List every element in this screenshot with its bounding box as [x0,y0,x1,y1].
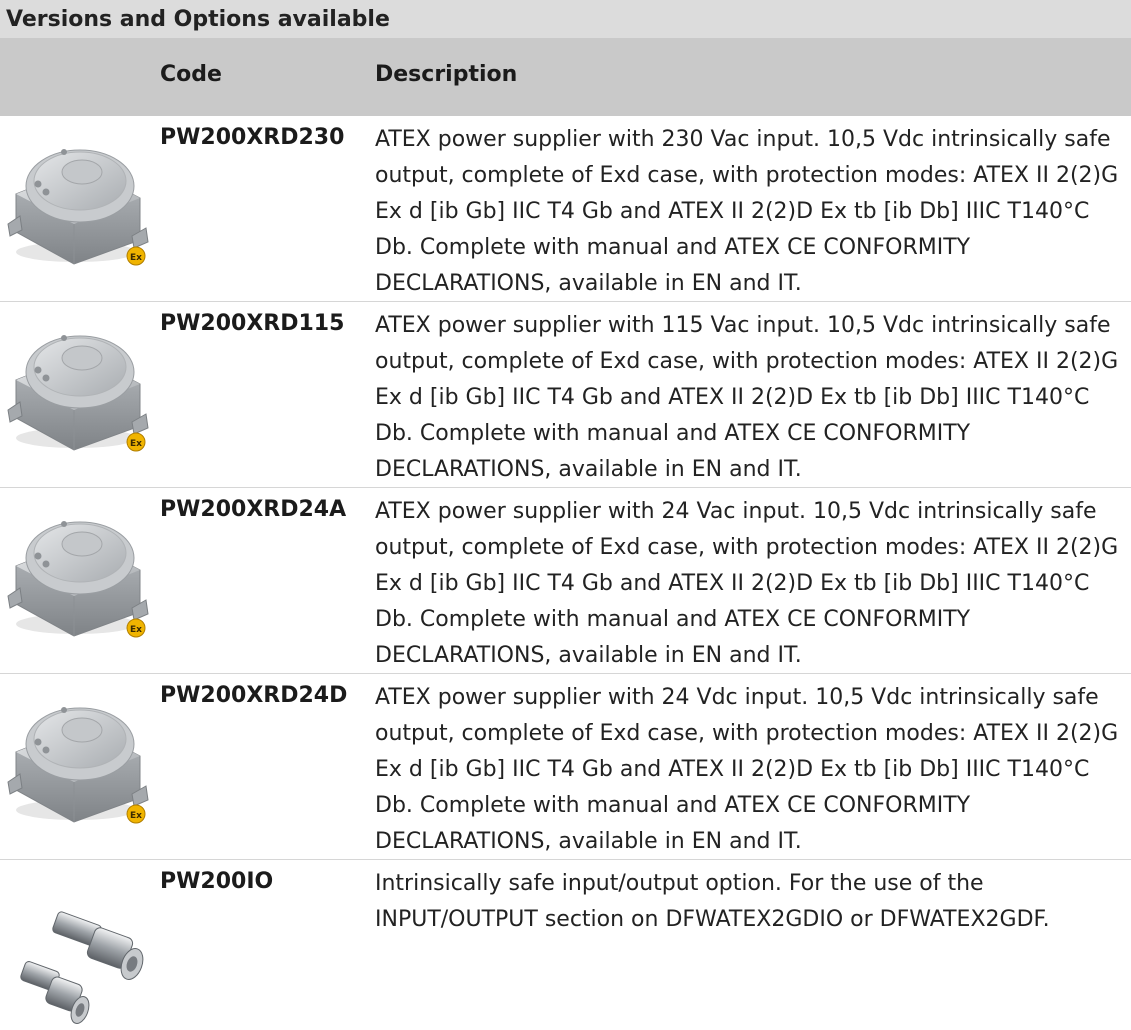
product-description: ATEX power supplier with 115 Vac input. 10,5 Vdc intrinsically safe output, complete of Exd case, with protection modes: ATEX II 2(2)G Ex d [ib Gb] IIC T4 Gb and ATEX II 2(2)D Ex tb [ib Db] IIIC T140°C Db. Complete with manual and ATEX CE CONFORMITY DECLARATIONS, available in EN and IT. [375,313,1119,482]
description-column-header: Description [375,62,518,87]
exd-enclosure-image [4,314,154,464]
table-row [0,116,1131,302]
product-description: Intrinsically safe input/output option. For the use of the INPUT/OUTPUT section on DFWATEX2GDIO or DFWATEX2GDF. [375,871,1050,932]
exd-enclosure-image [4,500,154,650]
exd-enclosure-image [4,686,154,836]
cable-gland-image [4,880,154,1030]
code-column-header: Code [160,62,222,87]
table-row [0,674,1131,860]
table-header [0,38,1131,116]
table-row [0,860,1131,1000]
product-code: PW200XRD24D [160,683,348,708]
table-row [0,488,1131,674]
exd-enclosure-image [4,128,154,278]
section-title: Versions and Options available [0,0,1131,38]
product-description: ATEX power supplier with 24 Vac input. 10,5 Vdc intrinsically safe output, complete of Exd case, with protection modes: ATEX II 2(2)G Ex d [ib Gb] IIC T4 Gb and ATEX II 2(2)D Ex tb [ib Db] IIIC T140°C Db. Complete with manual and ATEX CE CONFORMITY DECLARATIONS, available in EN and IT. [375,499,1119,668]
product-description: ATEX power supplier with 24 Vdc input. 10,5 Vdc intrinsically safe output, complete of Exd case, with protection modes: ATEX II 2(2)G Ex d [ib Gb] IIC T4 Gb and ATEX II 2(2)D Ex tb [ib Db] IIIC T140°C Db. Complete with manual and ATEX CE CONFORMITY DECLARATIONS, available in EN and IT. [375,685,1119,854]
product-code: PW200IO [160,869,274,894]
product-code: PW200XRD115 [160,311,345,336]
product-description: ATEX power supplier with 230 Vac input. 10,5 Vdc intrinsically safe output, complete of Exd case, with protection modes: ATEX II 2(2)G Ex d [ib Gb] IIC T4 Gb and ATEX II 2(2)D Ex tb [ib Db] IIIC T140°C Db. Complete with manual and ATEX CE CONFORMITY DECLARATIONS, available in EN and IT. [375,127,1119,296]
table-row [0,302,1131,488]
product-code: PW200XRD230 [160,125,345,150]
product-code: PW200XRD24A [160,497,347,522]
